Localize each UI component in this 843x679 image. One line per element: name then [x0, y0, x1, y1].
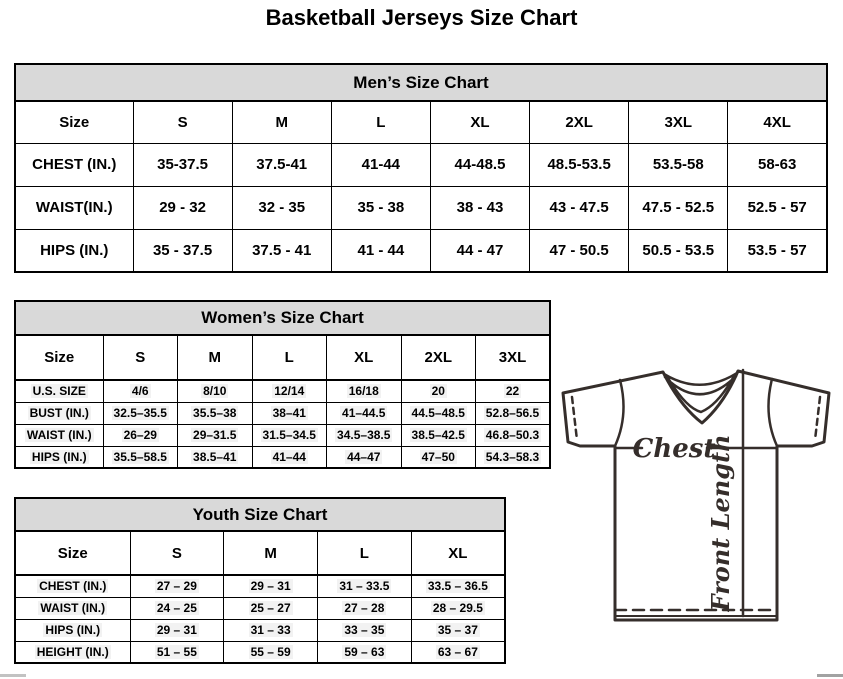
- header-cell: XL: [327, 335, 402, 380]
- table-title: Women’s Size Chart: [15, 301, 550, 335]
- value-cell: 52.5 - 57: [728, 186, 827, 229]
- value-cell: 38 - 43: [430, 186, 529, 229]
- value-cell: 38.5–42.5: [401, 424, 476, 446]
- header-cell: XL: [430, 101, 529, 143]
- value-cell: 53.5-58: [629, 143, 728, 186]
- row-label: WAIST(IN.): [15, 186, 133, 229]
- row-label: WAIST (IN.): [15, 597, 130, 619]
- row-label: U.S. SIZE: [15, 380, 103, 402]
- table-title: Youth Size Chart: [15, 498, 505, 531]
- value-cell: 27 – 28: [318, 597, 412, 619]
- value-cell: 32.5–35.5: [103, 402, 178, 424]
- value-cell: 32 - 35: [232, 186, 331, 229]
- header-cell: S: [103, 335, 178, 380]
- value-cell: 35-37.5: [133, 143, 232, 186]
- table-row: [15, 143, 827, 186]
- header-cell: M: [232, 101, 331, 143]
- value-cell: 44 - 47: [430, 229, 529, 272]
- value-cell: 28 – 29.5: [411, 597, 505, 619]
- value-cell: 35.5–58.5: [103, 446, 178, 468]
- row-label: CHEST (IN.): [15, 575, 130, 597]
- table-row: [15, 229, 827, 272]
- value-cell: 54.3–58.3: [476, 446, 551, 468]
- value-cell: 41–44.5: [327, 402, 402, 424]
- cuff-seam-right: [815, 397, 820, 440]
- jersey-outline: [563, 371, 829, 620]
- header-cell: L: [331, 101, 430, 143]
- value-cell: 35 – 37: [411, 619, 505, 641]
- row-label: HIPS (IN.): [15, 229, 133, 272]
- value-cell: 29–31.5: [178, 424, 253, 446]
- value-cell: 33 – 35: [318, 619, 412, 641]
- cuff-seam-left: [572, 397, 577, 440]
- table-header-band: [15, 64, 827, 101]
- header-cell: M: [224, 531, 318, 575]
- header-cell: S: [130, 531, 224, 575]
- value-cell: 35 - 38: [331, 186, 430, 229]
- value-cell: 50.5 - 53.5: [629, 229, 728, 272]
- table-row: [15, 597, 505, 619]
- header-cell: 3XL: [476, 335, 551, 380]
- value-cell: 26–29: [103, 424, 178, 446]
- header-cell: L: [318, 531, 412, 575]
- womens-size-chart: [14, 300, 551, 469]
- value-cell: 12/14: [252, 380, 327, 402]
- value-cell: 35 - 37.5: [133, 229, 232, 272]
- value-cell: 41-44: [331, 143, 430, 186]
- value-cell: 44–47: [327, 446, 402, 468]
- jersey-diagram: [558, 360, 843, 630]
- row-label: HIPS (IN.): [15, 446, 103, 468]
- table-row: [15, 186, 827, 229]
- value-cell: 53.5 - 57: [728, 229, 827, 272]
- mens-size-chart: [14, 63, 828, 273]
- value-cell: 37.5-41: [232, 143, 331, 186]
- value-cell: 29 – 31: [130, 619, 224, 641]
- value-cell: 38–41: [252, 402, 327, 424]
- table-row: [15, 424, 550, 446]
- armhole-seam-left: [615, 380, 624, 446]
- table-row: [15, 446, 550, 468]
- value-cell: 31 – 33.5: [318, 575, 412, 597]
- armhole-seam-right: [768, 379, 777, 446]
- value-cell: 46.8–50.3: [476, 424, 551, 446]
- row-label: BUST (IN.): [15, 402, 103, 424]
- row-label: CHEST (IN.): [15, 143, 133, 186]
- value-cell: 31 – 33: [224, 619, 318, 641]
- value-cell: 55 – 59: [224, 641, 318, 663]
- value-cell: 47.5 - 52.5: [629, 186, 728, 229]
- page-title: Basketball Jerseys Size Chart: [265, 5, 578, 30]
- table-row: [15, 619, 505, 641]
- table-row: [15, 402, 550, 424]
- value-cell: 44-48.5: [430, 143, 529, 186]
- scrollbar-fragment-right[interactable]: [817, 674, 843, 677]
- chest-label: Chest: [632, 434, 716, 464]
- table-row: [15, 380, 550, 402]
- value-cell: 63 – 67: [411, 641, 505, 663]
- value-cell: 59 – 63: [318, 641, 412, 663]
- header-cell: 2XL: [530, 101, 629, 143]
- value-cell: 44.5–48.5: [401, 402, 476, 424]
- value-cell: 41 - 44: [331, 229, 430, 272]
- header-cell: Size: [15, 531, 130, 575]
- value-cell: 24 – 25: [130, 597, 224, 619]
- header-cell: S: [133, 101, 232, 143]
- value-cell: 31.5–34.5: [252, 424, 327, 446]
- value-cell: 22: [476, 380, 551, 402]
- value-cell: 48.5-53.5: [530, 143, 629, 186]
- value-cell: 34.5–38.5: [327, 424, 402, 446]
- header-cell: XL: [411, 531, 505, 575]
- table-row: [15, 101, 827, 143]
- header-cell: 3XL: [629, 101, 728, 143]
- value-cell: 58-63: [728, 143, 827, 186]
- header-cell: 4XL: [728, 101, 827, 143]
- value-cell: 51 – 55: [130, 641, 224, 663]
- header-cell: Size: [15, 101, 133, 143]
- value-cell: 4/6: [103, 380, 178, 402]
- scrollbar-fragment-left[interactable]: [0, 674, 26, 677]
- table-header-band: [15, 301, 550, 335]
- value-cell: 20: [401, 380, 476, 402]
- value-cell: 29 – 31: [224, 575, 318, 597]
- header-cell: M: [178, 335, 253, 380]
- value-cell: 41–44: [252, 446, 327, 468]
- table-row: [15, 575, 505, 597]
- value-cell: 47–50: [401, 446, 476, 468]
- value-cell: 8/10: [178, 380, 253, 402]
- value-cell: 35.5–38: [178, 402, 253, 424]
- value-cell: 25 – 27: [224, 597, 318, 619]
- value-cell: 33.5 – 36.5: [411, 575, 505, 597]
- value-cell: 38.5–41: [178, 446, 253, 468]
- table-row: [15, 531, 505, 575]
- value-cell: 43 - 47.5: [530, 186, 629, 229]
- value-cell: 37.5 - 41: [232, 229, 331, 272]
- table-header-band: [15, 498, 505, 531]
- row-label: WAIST (IN.): [15, 424, 103, 446]
- row-label: HEIGHT (IN.): [15, 641, 130, 663]
- value-cell: 29 - 32: [133, 186, 232, 229]
- value-cell: 52.8–56.5: [476, 402, 551, 424]
- table-row: [15, 335, 550, 380]
- value-cell: 16/18: [327, 380, 402, 402]
- table-row: [15, 641, 505, 663]
- header-cell: L: [252, 335, 327, 380]
- value-cell: 47 - 50.5: [530, 229, 629, 272]
- header-cell: Size: [15, 335, 103, 380]
- table-title: Men’s Size Chart: [15, 64, 827, 101]
- front-length-label: Front Length: [706, 434, 735, 612]
- youth-size-chart: [14, 497, 506, 664]
- row-label: HIPS (IN.): [15, 619, 130, 641]
- value-cell: 27 – 29: [130, 575, 224, 597]
- header-cell: 2XL: [401, 335, 476, 380]
